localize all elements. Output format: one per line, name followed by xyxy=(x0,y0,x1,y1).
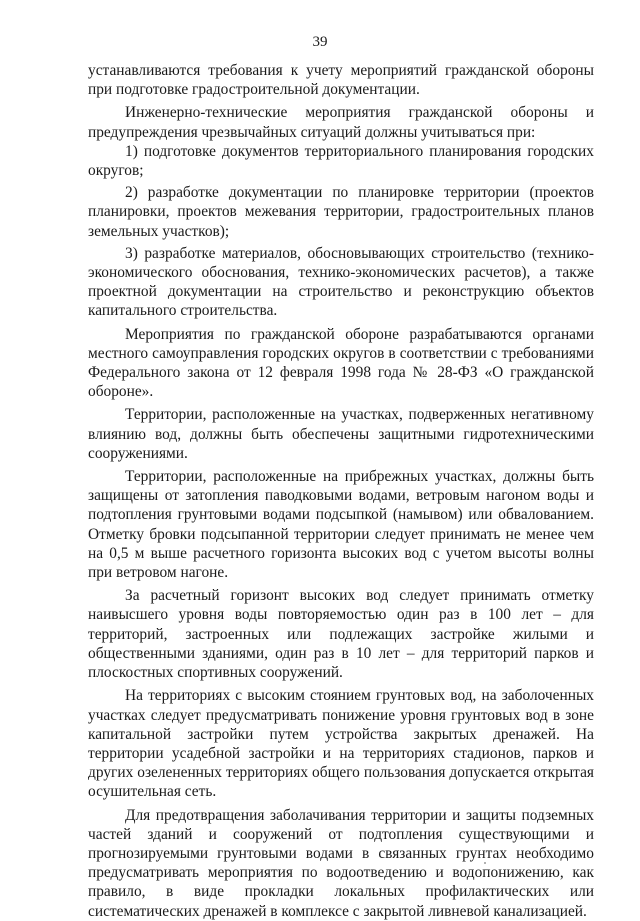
paragraph-high-water: За расчетный горизонт высоких вод следует принимать отметку наивысшего уровня воды повторяемостью один раз в 100 лет – для территорий, застроенных или подлежащих застройке жилыми и общественными зданиями, один раз в 10 лет – для территорий парков и плоскостных спортивных сооружений. xyxy=(88,587,594,682)
paragraph-coastal: Территории, расположенные на прибрежных участках, должны быть защищены от затопления паводковыми водами, ветровым нагоном воды и подтопления грунтовыми водами подсыпкой (намывом) или обвалованием. Отметку бровки подсыпанной территории следует принимать не менее чем на 0,5 м выше расчетного горизонта высоких вод с учетом высоты волны при ветровом нагоне. xyxy=(88,468,594,582)
paragraph-hydro-protection: Территории, расположенные на участках, подверженных негативному влиянию вод, должны быть обеспечены защитными гидротехническими сооружениями. xyxy=(88,406,594,462)
scan-speck xyxy=(484,862,486,864)
list-item-2: 2) разработке документации по планировке территории (проектов планировки, проектов межевания территории, градостроительных планов земельных участков); xyxy=(88,184,594,240)
paragraph-drainage: Для предотвращения заболачивания территории и защиты подземных частей зданий и сооружений от подтопления существующими и прогнозируемыми грунтовыми водами в связанных грунтах необходимо предусматривать мероприятия по водоотведению и водопонижению, как правило, в виде прокладки локальных профилактических или систематических дренажей в комплексе с закрытой ливневой канализацией. xyxy=(88,806,594,920)
paragraph-intro: устанавливаются требования к учету мероприятий гражданской обороны при подготовке градостроительной документации. xyxy=(88,62,594,99)
page-number: 39 xyxy=(312,34,328,50)
list-item-3: 3) разработке материалов, обосновывающих строительство (технико-экономического обоснования, технико-экономических расчетов), а также проектной документации на строительство и реконструкцию объектов капитального строительства. xyxy=(88,244,594,320)
document-body xyxy=(88,61,594,921)
paragraph-civil-defense: Мероприятия по гражданской обороне разрабатываются органами местного самоуправления городских округов в соответствии с требованиями Федерального закона от 12 февраля 1998 года № 28-ФЗ «О гражданской обороне». xyxy=(88,325,594,401)
paragraph-groundwater: На территориях с высоким стоянием грунтовых вод, на заболоченных участках следует предусматривать понижение уровня грунтовых вод в зоне капитальной застройки путем устройства закрытых дренажей. На территории усадебной застройки и на территориях стадионов, парков и других озелененных территориях общего пользования допускается открытая осушительная сеть. xyxy=(88,687,594,801)
list-item-1: 1) подготовке документов территориального планирования городских округов; xyxy=(88,142,594,180)
paragraph-measures: Инженерно-технические мероприятия гражданской обороны и предупреждения чрезвычайных ситуаций должны учитываться при: xyxy=(88,104,594,141)
